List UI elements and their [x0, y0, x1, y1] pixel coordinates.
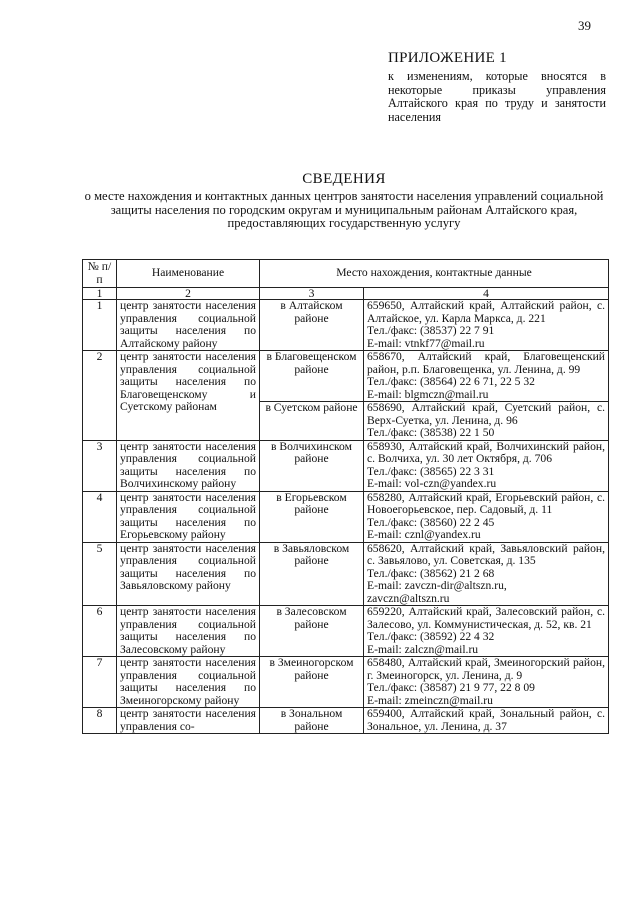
- contact-line: Тел./факс: (38538) 22 1 50: [367, 426, 495, 439]
- contact-line: Тел./факс: (38560) 22 2 45: [367, 515, 495, 529]
- center-name: центр занятости населения управления со-: [117, 708, 260, 734]
- header-location: Место нахождения, контактные данные: [260, 260, 609, 288]
- center-name: центр занятости населения управления социальной защиты населения по Егорьевскому району: [117, 491, 260, 542]
- center-name: центр занятости населения управления социальной защиты населения по Залесовскому району: [117, 606, 260, 657]
- header-number: № п/п: [83, 260, 117, 288]
- table-row: [83, 657, 609, 708]
- center-name: центр занятости населения управления социальной защиты населения по Благовещенскому и Суетскому районам: [117, 351, 260, 441]
- contact-line: 658670, Алтайский край, Благовещенский район, р.п. Благовещенка, ул. Ленина, д. 99: [367, 350, 605, 376]
- contact-line: Тел./факс: (38537) 22 7 91: [367, 324, 495, 337]
- contact-details: [364, 491, 609, 542]
- column-number: 1: [83, 288, 117, 300]
- center-name: центр занятости населения управления социальной защиты населения по Завьяловскому району: [117, 542, 260, 606]
- contact-line: E-mail: vol-czn@yandex.ru: [367, 477, 497, 490]
- district-name: в Залесовском районе: [260, 606, 364, 657]
- contact-line: Тел./факс: (38565) 22 3 31: [367, 464, 495, 478]
- row-number: 7: [83, 657, 117, 708]
- table-body: [83, 300, 609, 734]
- district-name: в Волчихинском районе: [260, 440, 364, 491]
- contact-details: [364, 440, 609, 491]
- district-name: в Суетском районе: [260, 402, 364, 441]
- page-number: 39: [578, 18, 591, 33]
- column-number-row: [83, 288, 609, 300]
- column-number: 3: [260, 288, 364, 300]
- row-number: 2: [83, 351, 117, 441]
- contact-line: 659220, Алтайский край, Залесовский район, с. Залесово, ул. Коммунистическая, д. 52, кв. 21: [367, 605, 605, 631]
- row-number: 1: [83, 300, 117, 351]
- header-name: Наименование: [117, 260, 260, 288]
- document-heading: [80, 171, 608, 231]
- column-number: 2: [117, 288, 260, 300]
- district-name: в Егорьевском районе: [260, 491, 364, 542]
- contact-line: 658930, Алтайский край, Волчихинский район, с. Волчиха, ул. 30 лет Октября, д. 706: [367, 439, 605, 465]
- district-name: в Змеиногорском районе: [260, 657, 364, 708]
- contact-line: E-mail: blgmczn@mail.ru: [367, 387, 489, 401]
- contact-details: [364, 708, 609, 734]
- contact-line: E-mail: cznl@yandex.ru: [367, 528, 481, 541]
- appendix-text: к изменениям, которые вносятся в некоторые приказы управления Алтайского края по труду и занятости населения: [388, 69, 606, 124]
- heading-title: СВЕДЕНИЯ: [302, 171, 386, 187]
- heading-subtitle: о месте нахождения и контактных данных центров занятости населения управлений социальной защиты населения по городским округам и муниципальным районам Алтайского края, предоставляющих государственную услугу: [84, 189, 604, 230]
- contact-line: 658690, Алтайский край, Суетский район, с. Верх-Суетка, ул. Ленина, д. 96: [367, 401, 605, 427]
- contact-line: zavczn@altszn.ru: [367, 591, 450, 605]
- district-name: в Алтайском районе: [260, 300, 364, 351]
- contact-details: [364, 542, 609, 606]
- row-number: 5: [83, 542, 117, 606]
- center-name: центр занятости населения управления социальной защиты населения по Волчихинскому району: [117, 440, 260, 491]
- row-number: 8: [83, 708, 117, 734]
- appendix-block: [388, 50, 606, 124]
- contact-line: Тел./факс: (38564) 22 6 71, 22 5 32: [367, 375, 535, 388]
- contact-details: [364, 657, 609, 708]
- employment-centers-table: [82, 259, 609, 734]
- contact-line: Тел./факс: (38592) 22 4 32: [367, 630, 495, 643]
- table-row: [83, 351, 609, 402]
- contact-line: E-mail: vtnkf77@mail.ru: [367, 336, 485, 350]
- contact-details: [364, 300, 609, 351]
- table-row: [83, 606, 609, 657]
- table-row: [83, 491, 609, 542]
- contact-details: [364, 402, 609, 441]
- contact-details: [364, 351, 609, 402]
- contact-line: E-mail: zalczn@mail.ru: [367, 642, 479, 656]
- table-header-row: [83, 260, 609, 288]
- table-row: [83, 300, 609, 351]
- district-name: в Зональном районе: [260, 708, 364, 734]
- district-name: в Завьяловском районе: [260, 542, 364, 606]
- contact-line: 658620, Алтайский край, Завьяловский район, с. Завьялово, ул. Советская, д. 135: [367, 541, 605, 567]
- table-row: [83, 440, 609, 491]
- row-number: 3: [83, 440, 117, 491]
- district-name: в Благовещенском районе: [260, 351, 364, 402]
- row-number: 4: [83, 491, 117, 542]
- contact-line: 658280, Алтайский край, Егорьевский район, с. Новоегорьевское, пер. Садовый, д. 11: [367, 490, 605, 516]
- contact-line: 658480, Алтайский край, Змеиногорский район, г. Змеиногорск, ул. Ленина, д. 9: [367, 656, 605, 682]
- contact-line: E-mail: zavczn-dir@altszn.ru,: [367, 579, 507, 592]
- row-number: 6: [83, 606, 117, 657]
- table-row: [83, 542, 609, 606]
- appendix-title: ПРИЛОЖЕНИЕ 1: [388, 50, 507, 66]
- contact-line: 659650, Алтайский край, Алтайский район, с. Алтайское, ул. Карла Маркса, д. 221: [367, 299, 605, 325]
- contact-line: Тел./факс: (38587) 21 9 77, 22 8 09: [367, 681, 535, 694]
- column-number: 4: [364, 288, 609, 300]
- table-row: [83, 708, 609, 734]
- contact-line: E-mail: zmeinczn@mail.ru: [367, 693, 493, 707]
- contact-details: [364, 606, 609, 657]
- contact-line: 659400, Алтайский край, Зональный район, с. Зональное, ул. Ленина, д. 37: [367, 707, 605, 733]
- center-name: центр занятости населения управления социальной защиты населения по Алтайскому району: [117, 300, 260, 351]
- center-name: центр занятости населения управления социальной защиты населения по Змеиногорскому району: [117, 657, 260, 708]
- contact-line: Тел./факс: (38562) 21 2 68: [367, 566, 495, 580]
